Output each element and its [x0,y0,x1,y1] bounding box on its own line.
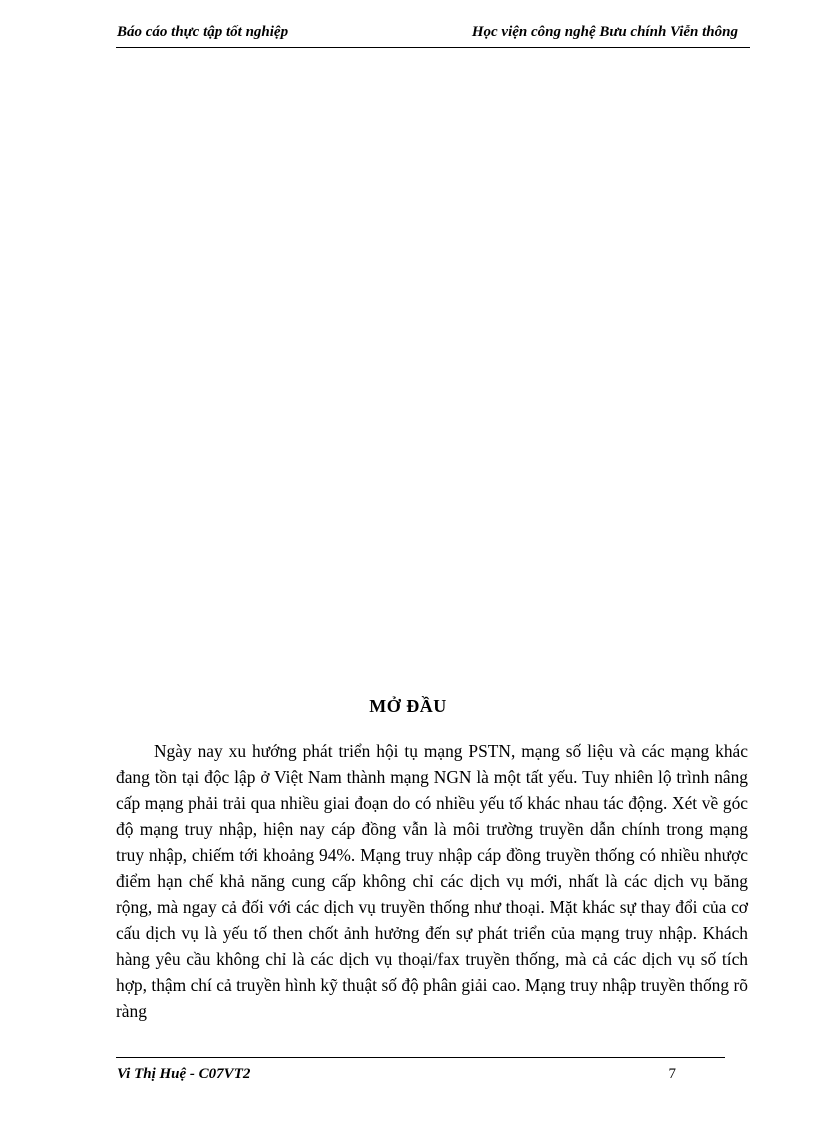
page-number: 7 [668,1065,676,1082]
institution-header: Học viện công nghệ Bưu chính Viễn thông [471,23,738,40]
footer-divider [116,1057,725,1058]
section-title: MỞ ĐẦU [369,696,447,716]
body-paragraph: Ngày nay xu hướng phát triển hội tụ mạng PSTN, mạng số liệu và các mạng khác đang tồn tại độc lập ở Việt Nam thành mạng NGN là một tất yếu. Tuy nhiên lộ trình nâng cấp mạng phải trải qua nhiều giai đoạn do có nhiều yếu tố khác nhau tác động. Xét về góc độ mạng truy nhập, hiện nay cáp đồng vẫn là môi trường truyền dẫn chính trong mạng truy nhập, chiếm tới khoảng 94%. Mạng truy nhập cáp đồng truyền thống có nhiều nhược điểm hạn chế khả năng cung cấp không chỉ các dịch vụ mới, nhất là các dịch vụ băng rộng, mà ngay cả đối với các dịch vụ truyền thống như thoại. Mặt khác sự thay đổi của cơ cấu dịch vụ là yếu tố then chốt ảnh hưởng đến sự phát triển của mạng truy nhập. Khách hàng yêu cầu không chỉ là các dịch vụ thoại/fax truyền thống, mà cả các dịch vụ số tích hợp, thậm chí cả truyền hình kỹ thuật số độ phân giải cao. Mạng truy nhập truyền thống rõ ràng [116,741,748,1021]
author-name: Vi Thị Huệ - C07VT2 [117,1065,251,1082]
page-footer [116,1063,676,1085]
header-divider [116,47,750,48]
page-header [116,19,750,45]
report-title-header: Báo cáo thực tập tốt nghiệp [117,23,289,40]
